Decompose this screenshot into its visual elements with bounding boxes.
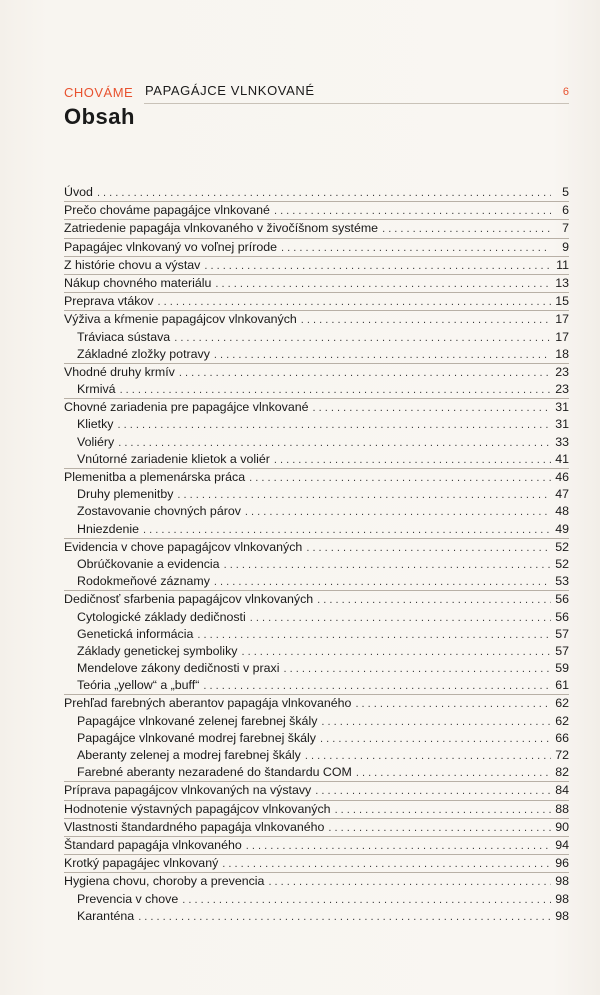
toc-entry — [64, 609, 569, 626]
toc-entry-label: Základy genetickej symboliky — [77, 643, 238, 658]
toc-entry — [64, 257, 569, 275]
dot-leader — [382, 221, 551, 238]
toc-entry-page: 46 — [555, 470, 569, 484]
toc-entry — [64, 837, 569, 855]
toc-entry-page: 56 — [555, 592, 569, 607]
dot-leader — [214, 574, 551, 591]
toc-entry — [64, 329, 569, 346]
toc-entry — [64, 730, 569, 747]
toc-entry — [64, 539, 569, 556]
toc-entry — [64, 416, 569, 433]
dot-leader — [305, 748, 551, 765]
toc-entry — [64, 695, 569, 712]
toc-entry-label: Zostavovanie chovných párov — [77, 504, 241, 519]
toc-entry-page: 98 — [555, 874, 569, 889]
toc-entry — [64, 486, 569, 503]
toc-entry — [64, 643, 569, 660]
toc-entry-page: 94 — [555, 837, 569, 852]
dot-leader — [179, 365, 551, 382]
toc-entry-page: 5 — [562, 185, 569, 199]
toc-entry — [64, 747, 569, 764]
toc-entry-page: 62 — [555, 713, 569, 728]
dot-leader — [274, 452, 551, 469]
toc-entry-label: Preprava vtákov — [64, 294, 154, 309]
toc-entry — [64, 782, 569, 800]
toc-entry-page: 15 — [555, 294, 569, 309]
toc-entry-label: Vlastnosti štandardného papagája vlnkovaného — [64, 819, 325, 834]
table-of-contents — [64, 184, 569, 925]
dot-leader — [138, 909, 551, 926]
toc-entry-page: 7 — [562, 221, 569, 236]
dot-leader — [355, 696, 551, 713]
toc-entry-label: Evidencia v chove papagájcov vlnkovaných — [64, 539, 303, 554]
dot-leader — [328, 820, 551, 837]
toc-entry-label: Druhy plemenitby — [77, 487, 174, 502]
dot-leader — [250, 610, 551, 627]
toc-entry-label: Voliéry — [77, 434, 115, 449]
toc-entry — [64, 399, 569, 416]
toc-entry-page: 62 — [555, 696, 569, 711]
toc-entry-label: Hniezdenie — [77, 521, 139, 536]
series-name: CHOVÁME — [64, 85, 134, 100]
toc-entry-page: 41 — [555, 451, 569, 466]
page-title: Obsah — [64, 104, 135, 129]
dot-leader — [313, 400, 551, 417]
toc-entry-page: 88 — [555, 801, 569, 816]
toc-entry-label: Papagájce vlnkované modrej farebnej škály — [77, 730, 317, 745]
toc-entry — [64, 503, 569, 520]
toc-entry-label: Papagájec vlnkovaný vo voľnej prírode — [64, 239, 278, 254]
dot-leader — [315, 783, 551, 800]
toc-entry-label: Papagájce vlnkované zelenej farebnej škály — [77, 713, 318, 728]
toc-entry — [64, 364, 569, 381]
dot-leader — [321, 714, 551, 731]
toc-entry-label: Vhodné druhy krmív — [64, 364, 175, 379]
toc-entry — [64, 764, 569, 782]
dot-leader — [249, 470, 551, 487]
dot-leader — [224, 557, 551, 574]
toc-entry — [64, 626, 569, 643]
toc-entry-page: 56 — [555, 609, 569, 624]
dot-leader — [97, 185, 551, 202]
toc-entry-page: 90 — [555, 819, 569, 834]
toc-entry — [64, 801, 569, 819]
toc-entry-page: 59 — [555, 661, 569, 676]
toc-entry-label: Genetická informácia — [77, 626, 194, 641]
toc-entry-page: 53 — [555, 574, 569, 589]
toc-entry — [64, 855, 569, 873]
toc-entry — [64, 434, 569, 451]
toc-entry — [64, 469, 569, 486]
toc-entry — [64, 381, 569, 399]
dot-leader — [197, 627, 551, 644]
page-number: 6 — [562, 86, 569, 98]
toc-entry — [64, 275, 569, 293]
toc-entry — [64, 346, 569, 364]
dot-leader — [118, 435, 551, 452]
toc-entry-label: Zatriedenie papagája vlnkovaného v živočíšnom systéme — [64, 221, 379, 236]
toc-entry — [64, 556, 569, 573]
dot-leader — [215, 276, 551, 293]
dot-leader — [174, 330, 551, 347]
header-rule — [144, 103, 569, 104]
toc-entry-label: Vnútorné zariadenie klietok a voliér — [77, 451, 270, 466]
toc-entry-label: Teória „yellow“ a „buff“ — [77, 678, 200, 693]
toc-entry-label: Klietky — [77, 417, 114, 432]
book-title: PAPAGÁJCE VLNKOVANÉ — [145, 83, 315, 98]
dot-leader — [204, 258, 551, 275]
toc-entry-page: 23 — [555, 364, 569, 379]
toc-entry-label: Hygiena chovu, choroby a prevencia — [64, 874, 265, 889]
toc-entry-page: 61 — [555, 678, 569, 693]
toc-entry-page: 52 — [555, 556, 569, 571]
toc-entry-page: 96 — [555, 856, 569, 871]
toc-entry-label: Prehľad farebných aberantov papagája vlnkovaného — [64, 696, 352, 711]
toc-entry — [64, 573, 569, 591]
toc-entry-page: 13 — [555, 275, 569, 290]
dot-leader — [203, 678, 551, 695]
toc-entry — [64, 873, 569, 890]
toc-entry-page: 72 — [555, 748, 569, 762]
toc-entry — [64, 591, 569, 608]
toc-entry-label: Krmivá — [77, 382, 116, 397]
dot-leader — [306, 540, 551, 557]
toc-entry — [64, 713, 569, 730]
dot-leader — [274, 203, 551, 220]
toc-entry — [64, 521, 569, 539]
toc-entry-page: 84 — [555, 783, 569, 798]
toc-entry-page: 49 — [555, 521, 569, 536]
toc-entry-page: 57 — [555, 643, 569, 658]
toc-entry-label: Úvod — [64, 185, 93, 199]
toc-entry-label: Prevencia v chove — [77, 891, 179, 906]
toc-entry — [64, 311, 569, 328]
toc-entry-label: Z histórie chovu a výstav — [64, 257, 201, 272]
dot-leader — [246, 838, 551, 855]
dot-leader — [356, 765, 551, 782]
toc-entry-page: 82 — [555, 765, 569, 780]
dot-leader — [320, 731, 551, 748]
dot-leader — [222, 856, 551, 873]
toc-entry-page: 11 — [556, 257, 569, 272]
dot-leader — [158, 294, 551, 311]
toc-entry-page: 98 — [555, 908, 569, 923]
toc-entry-label: Výživa a kŕmenie papagájcov vlnkovaných — [64, 312, 297, 327]
dot-leader — [118, 417, 552, 434]
toc-entry-label: Cytologické základy dedičnosti — [77, 609, 246, 624]
toc-entry-page: 98 — [555, 891, 569, 906]
dot-leader — [143, 522, 551, 539]
toc-entry-label: Karanténa — [77, 908, 135, 923]
toc-entry-label: Krotký papagájec vlnkovaný — [64, 856, 219, 871]
dot-leader — [284, 661, 552, 678]
dot-leader — [335, 802, 551, 819]
toc-entry-page: 48 — [555, 504, 569, 519]
dot-leader — [214, 347, 551, 364]
toc-entry-label: Aberanty zelenej a modrej farebnej škály — [77, 748, 301, 762]
toc-entry-label: Dedičnosť sfarbenia papagájcov vlnkovaných — [64, 592, 314, 607]
toc-entry — [64, 451, 569, 469]
dot-leader — [301, 312, 551, 329]
toc-entry-label: Chovné zariadenia pre papagájce vlnkované — [64, 400, 309, 415]
toc-entry-page: 18 — [555, 346, 569, 361]
toc-entry-page: 52 — [555, 539, 569, 554]
toc-entry-page: 33 — [555, 434, 569, 449]
toc-entry — [64, 184, 569, 202]
toc-entry-page: 66 — [555, 730, 569, 745]
toc-entry-label: Obrúčkovanie a evidencia — [77, 556, 220, 571]
toc-entry — [64, 908, 569, 925]
toc-entry-label: Príprava papagájcov vlnkovaných na výstavy — [64, 783, 312, 798]
toc-entry-label: Prečo chováme papagájce vlnkované — [64, 203, 270, 218]
toc-entry — [64, 202, 569, 220]
toc-entry-label: Nákup chovného materiálu — [64, 275, 212, 290]
dot-leader — [268, 874, 551, 891]
toc-entry-label: Farebné aberanty nezaradené do štandardu COM — [77, 765, 352, 780]
toc-entry-page: 17 — [555, 329, 569, 344]
toc-entry-label: Rodokmeňové záznamy — [77, 574, 210, 589]
dot-leader — [245, 504, 551, 521]
toc-entry — [64, 239, 569, 257]
dot-leader — [317, 592, 551, 609]
toc-entry-label: Plemenitba a plemenárska práca — [64, 470, 246, 484]
dot-leader — [241, 644, 551, 661]
toc-entry-page: 47 — [555, 487, 569, 502]
toc-entry-page: 17 — [555, 312, 569, 327]
toc-entry — [64, 660, 569, 677]
toc-entry-page: 31 — [555, 417, 569, 432]
toc-entry-page: 57 — [555, 626, 569, 641]
toc-entry-label: Hodnotenie výstavných papagájcov vlnkovaných — [64, 801, 331, 816]
dot-leader — [182, 892, 551, 909]
toc-entry-label: Mendelove zákony dedičnosti v praxi — [77, 661, 280, 676]
running-header — [64, 82, 569, 104]
toc-entry-page: 6 — [562, 203, 569, 218]
dot-leader — [120, 382, 551, 399]
toc-entry — [64, 677, 569, 695]
dot-leader — [177, 487, 551, 504]
toc-entry-label: Štandard papagája vlnkovaného — [64, 837, 242, 852]
toc-entry — [64, 819, 569, 837]
toc-entry — [64, 891, 569, 908]
toc-entry-page: 31 — [555, 400, 569, 415]
toc-entry — [64, 293, 569, 311]
toc-entry — [64, 220, 569, 238]
toc-entry-label: Základné zložky potravy — [77, 346, 210, 361]
toc-entry-page: 23 — [555, 382, 569, 397]
dot-leader — [281, 240, 551, 257]
toc-entry-page: 9 — [562, 239, 569, 254]
toc-entry-label: Tráviaca sústava — [77, 329, 171, 344]
